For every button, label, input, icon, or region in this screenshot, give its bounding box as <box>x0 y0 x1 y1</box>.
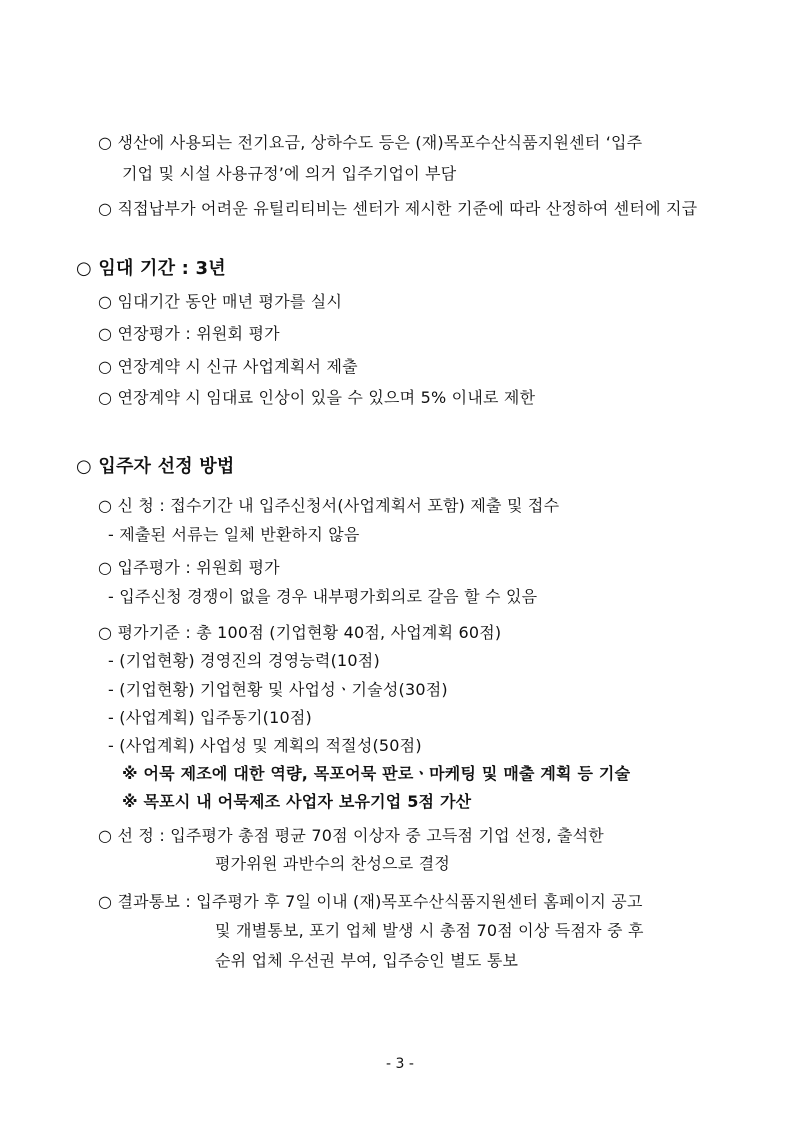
utility-item-1-cont: 기업 및 시설 사용규정’에 의거 입주기업이 부담 <box>122 164 457 183</box>
utility-item-2: ○ 직접납부가 어려운 유틸리티비는 센터가 제시한 기준에 따라 산정하여 센터에 지급 <box>98 199 698 218</box>
selection-notify-cont: 및 개별통보, 포기 업체 발생 시 총점 70점 이상 득점자 중 후 <box>215 921 644 940</box>
selection-eval-sub: - 입주신청 경쟁이 없을 경우 내부평가회의로 갈음 할 수 있음 <box>108 587 538 606</box>
selection-decide: ○ 선 정 : 입주평가 총점 평균 70점 이상자 중 고득점 기업 선정, 출석한 <box>98 826 604 845</box>
selection-apply-sub: - 제출된 서류는 일체 반환하지 않음 <box>108 525 360 544</box>
selection-decide-cont: 평가위원 과반수의 찬성으로 결정 <box>215 854 451 873</box>
page-number: - 3 - <box>386 1056 414 1072</box>
criteria-sub: - (기업현황) 경영진의 경영능력(10점) <box>108 651 380 670</box>
selection-eval: ○ 입주평가 : 위원회 평가 <box>98 558 280 577</box>
lease-heading: ○ 임대 기간 : 3년 <box>76 258 226 279</box>
lease-item: ○ 연장계약 시 신규 사업계획서 제출 <box>98 357 358 376</box>
criteria-sub: - (사업계획) 입주동기(10점) <box>108 708 312 727</box>
utility-item-1: ○ 생산에 사용되는 전기요금, 상하수도 등은 (재)목포수산식품지원센터 ‘입주 <box>98 133 643 152</box>
lease-item: ○ 임대기간 동안 매년 평가를 실시 <box>98 292 343 311</box>
selection-heading: ○ 입주자 선정 방법 <box>76 456 235 477</box>
selection-criteria: ○ 평가기준 : 총 100점 (기업현황 40점, 사업계획 60점) <box>98 623 502 642</box>
lease-item: ○ 연장계약 시 임대료 인상이 있을 수 있으며 5% 이내로 제한 <box>98 388 536 407</box>
criteria-sub: - (사업계획) 사업성 및 계획의 적절성(50점) <box>108 736 422 755</box>
criteria-sub: - (기업현황) 기업현황 및 사업성ㆍ기술성(30점) <box>108 680 448 699</box>
criteria-note: ※ 목포시 내 어묵제조 사업자 보유기업 5점 가산 <box>122 792 472 811</box>
selection-notify: ○ 결과통보 : 입주평가 후 7일 이내 (재)목포수산식품지원센터 홈페이지 공고 <box>98 892 643 911</box>
lease-item: ○ 연장평가 : 위원회 평가 <box>98 324 280 343</box>
selection-apply: ○ 신 청 : 접수기간 내 입주신청서(사업계획서 포함) 제출 및 접수 <box>98 496 560 515</box>
criteria-note: ※ 어묵 제조에 대한 역량, 목포어묵 판로ㆍ마케팅 및 매출 계획 등 기술 <box>122 764 631 783</box>
selection-notify-cont: 순위 업체 우선권 부여, 입주승인 별도 통보 <box>215 951 519 970</box>
